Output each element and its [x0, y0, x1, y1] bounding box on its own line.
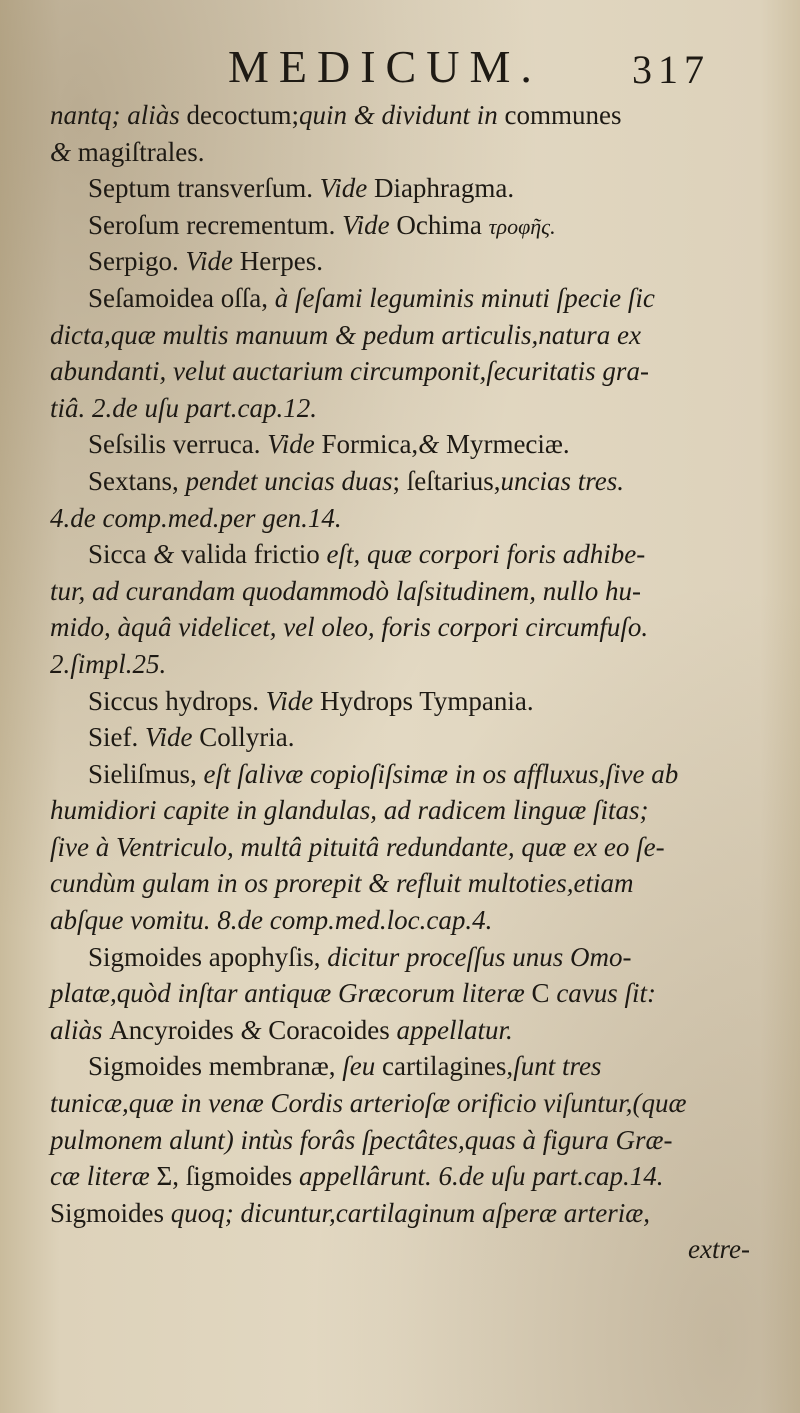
roman-text: Sigmoides membranæ,	[88, 1051, 343, 1082]
italic-text: Vide	[267, 429, 322, 460]
italic-text: pendet uncias duas	[185, 465, 393, 496]
italic-text: à ſeſami leguminis minuti ſpecie ſic	[274, 282, 655, 313]
roman-text: Sextans,	[88, 465, 186, 496]
italic-text: quin & dividunt in	[298, 100, 505, 130]
text-line	[50, 609, 750, 646]
text-line	[50, 1158, 750, 1195]
text-line	[50, 939, 750, 976]
italic-text: uncias tres.	[500, 465, 624, 496]
text-line	[50, 902, 750, 939]
roman-text: Sief.	[88, 722, 145, 753]
text-line	[50, 683, 750, 720]
italic-text: dicitur proceſſus unus Omo-	[327, 941, 632, 972]
text-line	[50, 426, 750, 463]
text-line	[50, 243, 750, 280]
italic-text: quoq; dicuntur,cartilaginum aſperæ arteriæ,	[170, 1197, 651, 1228]
roman-text: Diaphragma.	[373, 173, 515, 204]
roman-text: Sieliſmus,	[88, 758, 204, 789]
italic-text: Vide	[145, 722, 200, 753]
italic-text: abſque vomitu. 8.de comp.med.loc.cap.4.	[50, 905, 493, 936]
italic-text: dicta,quæ multis manuum & pedum articulis,natura ex	[50, 319, 641, 350]
italic-text: aliàs	[50, 1014, 110, 1045]
roman-text: Seſsilis verruca.	[88, 429, 268, 460]
text-line	[50, 1012, 750, 1049]
roman-text: Collyria.	[199, 722, 295, 753]
text-line	[50, 463, 750, 500]
italic-text: tiâ. 2.de uſu part.cap.12.	[50, 392, 317, 423]
text-line	[50, 573, 750, 610]
text-line	[50, 1048, 750, 1085]
italic-text: mido, àquâ videlicet, vel oleo, foris corpori circumfuſo.	[50, 612, 649, 643]
roman-text: Myrmeciæ.	[445, 429, 570, 460]
text-line	[50, 353, 750, 390]
roman-text: Ancyroides	[109, 1014, 241, 1045]
roman-text: ; ſeſtarius,	[392, 465, 501, 496]
italic-text: Vide	[265, 685, 320, 716]
italic-text: platæ,quòd inſtar antiquæ Græcorum literæ	[50, 978, 532, 1009]
italic-text: appellatur.	[396, 1014, 513, 1045]
italic-text: eſt, quæ corpori foris adhibe-	[326, 539, 646, 570]
text-line	[50, 1195, 750, 1232]
text-line	[50, 865, 750, 902]
italic-text: humidiori capite in glandulas, ad radicem linguæ ſitas;	[50, 795, 649, 826]
italic-text: 2.ſimpl.25.	[50, 648, 167, 679]
italic-text: τροφῆς.	[488, 213, 556, 239]
text-line	[50, 170, 750, 207]
text-line	[50, 829, 750, 866]
text-line	[50, 1231, 750, 1268]
roman-text: magiſtrales.	[77, 136, 205, 167]
text-line	[50, 207, 750, 244]
text-line	[50, 97, 750, 134]
italic-text: ſunt tres	[513, 1051, 602, 1082]
italic-text: Vide	[185, 246, 240, 277]
text-line	[50, 1085, 750, 1122]
text-line	[50, 536, 750, 573]
text-line	[50, 756, 750, 793]
text-line	[50, 792, 750, 829]
text-line	[50, 1122, 750, 1159]
italic-text: cundùm gulam in os prorepit & refluit multoties,etiam	[50, 868, 634, 899]
roman-text: Σ, ſigmoides	[156, 1161, 299, 1192]
italic-text: &	[153, 539, 181, 570]
roman-text: Seroſum recrementum.	[88, 209, 343, 240]
roman-text: Coracoides	[268, 1014, 397, 1045]
italic-text: Vide	[342, 209, 397, 240]
roman-text: Sigmoides apophyſis,	[88, 941, 328, 972]
italic-text: 4.de comp.med.per gen.14.	[50, 502, 342, 533]
italic-text: ſeu	[342, 1051, 382, 1082]
italic-text: Vide	[319, 173, 374, 204]
italic-text: tur, ad curandam quodammodò laſsitudinem, nullo hu-	[50, 575, 641, 606]
roman-text: Sigmoides	[50, 1197, 171, 1228]
italic-text: ſive à Ventriculo, multâ pituitâ redundante, quæ ex eo ſe-	[50, 831, 665, 862]
roman-text: Ochima	[396, 209, 489, 240]
italic-text: abundanti, velut auctarium circumponit,ſecuritatis gra-	[50, 356, 649, 387]
text-line	[50, 134, 750, 171]
roman-text: Herpes.	[239, 246, 323, 277]
italic-text: nantq; aliàs	[50, 100, 187, 130]
italic-text: cæ literæ	[50, 1161, 157, 1192]
italic-text: &	[240, 1014, 269, 1045]
italic-text: extre-	[688, 1234, 750, 1265]
text-line	[50, 280, 750, 317]
roman-text: communes	[504, 100, 622, 130]
text-line	[50, 975, 750, 1012]
roman-text: Serpigo.	[88, 246, 186, 277]
page-header	[0, 30, 800, 90]
text-line	[50, 719, 750, 756]
italic-text: &	[418, 429, 446, 460]
roman-text: Formica,	[321, 429, 419, 460]
roman-text: Hydrops Tympania.	[319, 685, 534, 716]
italic-text: appellârunt. 6.de uſu part.cap.14.	[298, 1161, 664, 1192]
italic-text: pulmonem alunt) intùs forâs ſpectâtes,quas à figura Græ-	[50, 1124, 673, 1155]
roman-text: Siccus hydrops.	[88, 685, 266, 716]
roman-text: valida frictio	[181, 539, 327, 570]
text-line	[50, 500, 750, 537]
text-line	[50, 317, 750, 354]
roman-text: cartilagines,	[381, 1051, 514, 1082]
roman-text: C	[531, 978, 550, 1009]
page-number: 317	[632, 47, 710, 92]
body-text	[50, 97, 750, 1268]
text-line	[50, 390, 750, 427]
italic-text: eſt ſalivæ copioſiſsimæ in os affluxus,ſive ab	[203, 758, 679, 789]
roman-text: Septum transverſum.	[88, 173, 320, 204]
text-line	[50, 646, 750, 683]
italic-text: tunicæ,quæ in venæ Cordis arterioſæ orificio viſuntur,(quæ	[50, 1088, 687, 1119]
roman-text: decoctum;	[186, 100, 299, 130]
roman-text: Seſamoidea oſſa,	[88, 282, 275, 313]
roman-text: Sicca	[88, 539, 154, 570]
running-head: MEDICUM.	[228, 41, 542, 92]
italic-text: cavus ſit:	[549, 978, 657, 1009]
italic-text: &	[50, 136, 78, 167]
